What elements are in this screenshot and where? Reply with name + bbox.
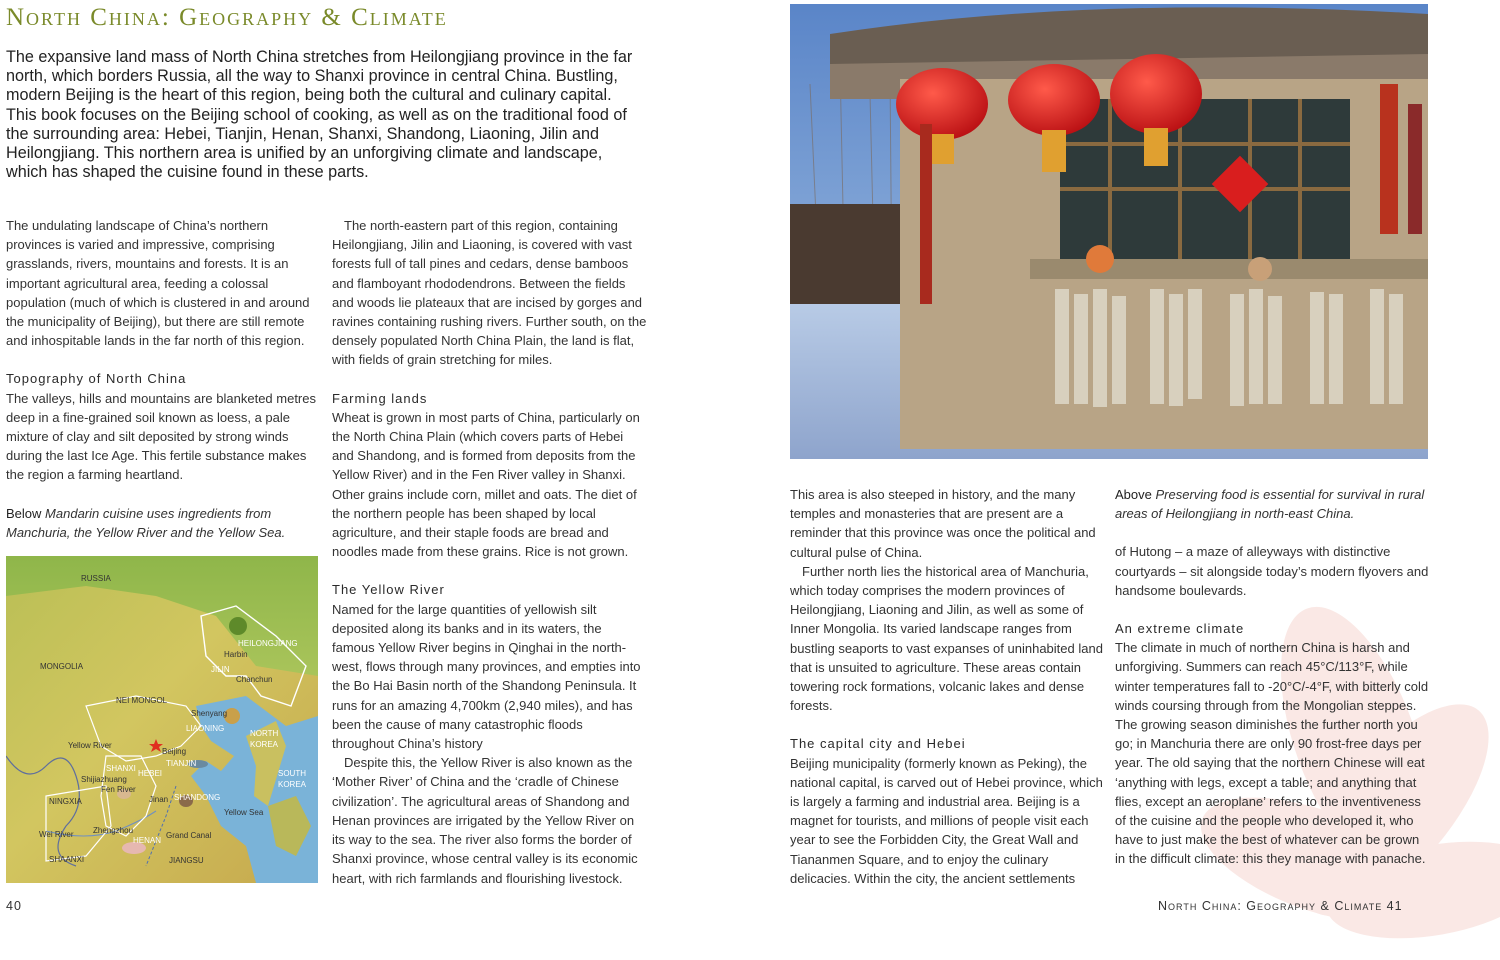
map-label-mongolia: MONGOLIA [40,662,84,671]
map-label-nei-mongol: NEI MONGOL [116,696,168,705]
body-paragraph: Beijing municipality (formerly known as Peking), the national capital, is carved out of Hebei province, which is largely a farming and industrial area. Beijing is a magnet for tourists, and millions of people visit each year to see the Forbidden City, the Great Wall and Tiananmen Square, and to enjoy the culinary delicacies. Within the city, the ancient settlements [790,755,1103,886]
map-label-wei-river: Wei River [39,830,74,839]
north-china-map [6,556,318,883]
right-page [750,0,1500,954]
map-label-harbin: Harbin [224,650,248,659]
map-label-beijing: Beijing [162,747,187,756]
map-label-liaoning: LIAONING [186,724,225,733]
body-paragraph: The valleys, hills and mountains are blanketed metres deep in a fine-grained soil known as loess, a pale mixture of clay and silt deposited by strong winds during the last Ice Age. This fertile substance makes the region a farming heartland. [6,390,316,483]
map-label-jinan: Jinan [149,795,169,804]
section-heading-capital: The capital city and Hebei [790,736,966,752]
map-label-yellow-river: Yellow River [68,741,112,750]
intro-paragraph: The expansive land mass of North China stretches from Heilongjiang province in the far north, which borders Russia, all the way to Shanxi province in central China. Bustling, modern Beijing is the heart of this region, being both the cultural and culinary capital. This book focuses on the Beijing school of cooking, as well as on the traditional food of the surrounding area: Hebei, Tianjin, Henan, Shanxi, Shandong, Liaoning, Jilin and Heilongjiang. This northern area is unified by an unforgiving climate and landscape, which has shaped the cuisine found in these parts. [6,48,633,182]
left-column-1 [6,216,318,542]
map-label-shijiazhuang: Shijiazhuang [81,775,127,784]
section-heading-topography: Topography of North China [6,371,187,387]
section-heading-farming: Farming lands [332,390,428,406]
body-paragraph: Further north lies the historical area of Manchuria, which today comprises the modern provinces of Heilongjiang, Liaoning and Jilin, as well as some of Inner Mongolia. Its varied landscape ranges from bustling seaports to vast expanses of uninhabited land that is unsuited to agriculture. These areas contain towering rock formations, volcanic lakes and dense forests. [790,563,1103,714]
body-paragraph: Named for the large quantities of yellowish silt deposited along its banks and in its waters, the famous Yellow River begins in Qinghai in the north-west, flows through many provinces, and empties into the Bo Hai Basin north of the Shandong Peninsula. It runs for an amazing 4,700km (2,940 miles), and has been the cause of many catastrophic floods throughout China’s history [332,601,641,752]
map-label-shanxi: SHANXI [106,764,136,773]
body-paragraph: The climate in much of northern China is harsh and unforgiving. Summers can reach 45°C/113°F, while winter temperatures fall to -20°C/-4°F, with bitterly cold winds coursing through from the Mongolian steppes. The growing season diminishes the further north you go; in Manchuria there are only 90 frost-free days per year. The old saying that the northern Chinese will eat ‘anything with legs, except a table; and anything that flies, except an aeroplane’ refers to the inventiveness of the cuisine and the people who developed it, who have to just make the best of whatever can be grown in the difficult climate: this they manage with panache. [1115,640,1429,867]
map-label-shandong: SHANDONG [174,793,221,802]
caption-text: Preserving food is essential for survival in rural areas of Heilongjiang in north-east China. [1115,487,1425,522]
page-title: North China: Geography & Climate [6,4,448,31]
map-label-hebei: HEBEI [138,769,163,778]
right-column-1 [790,485,1105,888]
left-page [0,0,750,954]
section-heading-climate: An extreme climate [1115,621,1245,637]
body-paragraph: Despite this, the Yellow River is also known as the ‘Mother River’ of China and the ‘cradle of Chinese civilization’. The agricultural areas of Shandong and Henan provinces are irrigated by the Yellow River on its way to the sea. The river also forms the border of Shanxi province, whose central valley is its economic heart, with rich farmlands and flourishing livestock. [332,755,638,886]
photo-caption [1115,485,1430,523]
map-label-fen-river: Fen River [101,785,136,794]
map-label-shenyang: Shenyang [191,709,228,718]
map-label-south-korea: SOUTH [278,769,306,778]
map-label-tianjin: TIANJIN [166,759,197,768]
map-label-north-korea: NORTH [250,729,279,738]
caption-lead: Above [1115,487,1152,502]
map-label-changchun: Chanchun [236,675,273,684]
map-label-jilin: JILIN [211,665,230,674]
map-label-heilongjiang: HEILONGJIANG [238,639,298,648]
map-label-yellow-sea: Yellow Sea [224,808,264,817]
caption-lead: Below [6,505,42,521]
map-label-grand-canal: Grand Canal [166,831,212,840]
map-label-north-korea-2: KOREA [250,740,279,749]
page-number-right: North China: Geography & Climate 41 [1158,899,1403,913]
section-heading-yellow-river: The Yellow River [332,582,445,598]
map-label-south-korea-2: KOREA [278,780,307,789]
body-paragraph: The undulating landscape of China’s northern provinces is varied and impressive, comprising grasslands, rivers, mountains and forests. It is an important agricultural area, feeding a colossal population (much of which is clustered in and around the municipality of Beijing), but there are still remote and inhospitable lands in the far north of this region. [6,218,310,349]
page-number-left: 40 [6,899,22,913]
map-label-zhengzhou: Zhengzhou [93,826,134,835]
map-label-shaanxi: SHAANXI [49,855,85,864]
map-label-henan: HENAN [133,836,162,845]
body-paragraph: The north-eastern part of this region, containing Heilongjiang, Jilin and Liaoning, is covered with vast forests full of tall pines and cedars, dense bamboos and flamboyant rhododendrons. Between the fields and woods lie plateaux that are incised by gorges and ravines containing rushing rivers. Further south, on the densely populated North China Plain, the land is flat, with fields of grain stretching for miles. [332,218,647,368]
body-paragraph: Wheat is grown in most parts of China, particularly on the North China Plain (which covers parts of Hebei and Shandong, and is formed from deposits from the Yellow River) and in the Fen River valley in Shanxi. Other grains include corn, millet and oats. The diet of the northern people has been shaped by local agriculture, and their staple foods are bread and noodles made from these grains. Rice is not grown. [332,409,640,560]
map-label-russia: RUSSIA [81,574,111,583]
right-column-2 [1115,485,1430,869]
left-column-2 [332,216,647,888]
map-label-jiangsu: JIANGSU [169,856,204,865]
preserving-food-photo [790,4,1428,459]
map-caption [6,504,318,542]
map-label-ningxia: NINGXIA [49,797,82,806]
body-paragraph: of Hutong – a maze of alleyways with distinctive courtyards – sit alongside today’s modern flyovers and handsome boulevards. [1115,544,1429,598]
caption-text: Mandarin cuisine uses ingredients from Manchuria, the Yellow River and the Yellow Sea. [6,505,286,540]
body-paragraph: This area is also steeped in history, and the many temples and monasteries that are present are a reminder that this province was once the political and cultural pulse of China. [790,487,1096,560]
